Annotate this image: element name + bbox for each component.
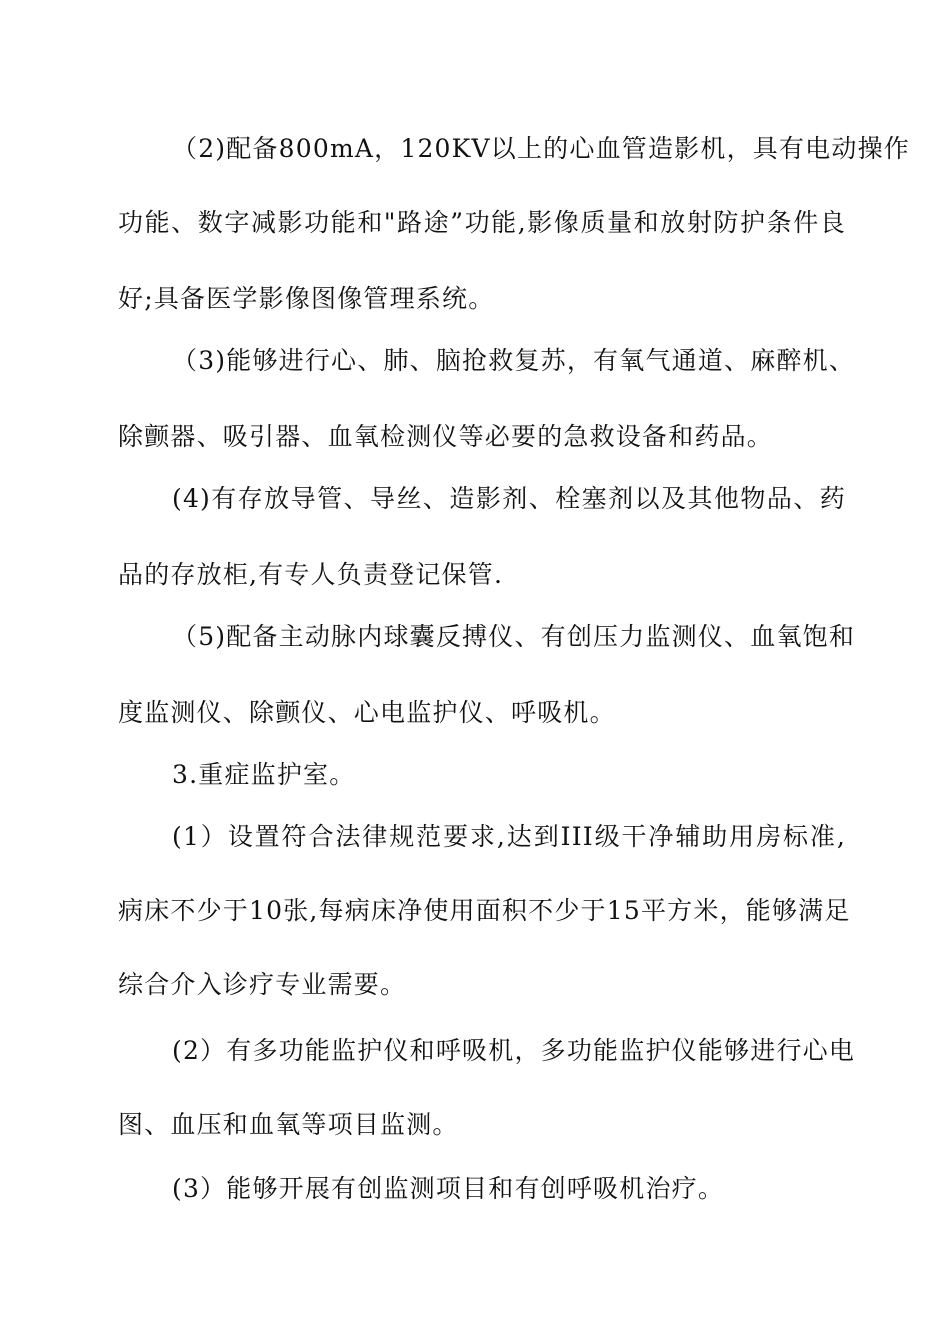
paragraph-line: （3)能够进行心、肺、脑抢救复苏，有氧气通道、麻醉机、: [172, 346, 856, 375]
paragraph-line: 度监测仪、除颤仪、心电监护仪、呼吸机。: [118, 698, 616, 727]
paragraph-line: (4)有存放导管、导丝、造影剂、栓塞剂以及其他物品、药: [172, 484, 846, 513]
paragraph-line: 好;具备医学影像图像管理系统。: [118, 284, 495, 313]
paragraph-line: 病床不少于10张,每病床净使用面积不少于15平方米，能够满足: [118, 896, 851, 925]
section-heading: 3.重症监护室。: [172, 760, 356, 789]
paragraph-line: 图、血压和血氧等项目监测。: [118, 1110, 459, 1139]
paragraph-line: 功能、数字减影功能和"路途”功能,影像质量和放射防护条件良: [118, 208, 846, 237]
paragraph-line: (1）设置符合法律规范要求,达到III级干净辅助用房标准,: [172, 822, 846, 851]
paragraph-line: 除颤器、吸引器、血氧检测仪等必要的急救设备和药品。: [118, 422, 774, 451]
paragraph-line: (2）有多功能监护仪和呼吸机，多功能监护仪能够进行心电: [172, 1036, 856, 1065]
paragraph-line: （5)配备主动脉内球囊反搏仪、有创压力监测仪、血氧饱和: [172, 622, 856, 651]
paragraph-line: （2)配备800mA，120KV以上的心血管造影机，具有电动操作: [172, 134, 910, 163]
paragraph-line: 品的存放柜,有专人负责登记保管.: [118, 560, 504, 589]
paragraph-line: (3）能够开展有创监测项目和有创呼吸机治疗。: [172, 1174, 725, 1203]
paragraph-line: 综合介入诊疗专业需要。: [118, 970, 407, 999]
